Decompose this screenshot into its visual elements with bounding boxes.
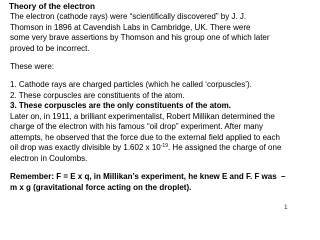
slide-title: Theory of the electron xyxy=(9,2,95,11)
intro-line-4: proved to be incorrect. xyxy=(10,43,90,53)
intro-line-1: The electron (cathode rays) were “scientifically discovered” by J. J. xyxy=(10,12,247,21)
millikan-line-5: electron in Coulombs. xyxy=(10,153,88,163)
remember-dash: – xyxy=(281,172,286,181)
page-number: 1 xyxy=(284,204,288,211)
millikan-line-2: charge of the electron with his famous “oil drop” experiment. After many xyxy=(10,122,264,131)
these-were-label: These were: xyxy=(10,62,55,71)
intro-line-3: some very brave assertions by Thomson and his group one of which later xyxy=(10,33,270,42)
point-2: 2. These corpuscles are constituents of the atom. xyxy=(10,90,185,100)
millikan-line-1: Later on, in 1911, a brilliant experimentalist, Robert Millikan determined the xyxy=(10,111,275,121)
remember-line-2: m x g (gravitational force acting on the droplet). xyxy=(10,182,192,192)
millikan-line-4-tail: . He assigned the charge of one xyxy=(167,143,282,152)
remember-line-1: Remember: F = E x q, in Millikan’s experiment, he knew E and F. F was xyxy=(10,172,277,181)
intro-line-2: Thomson in 1896 at Cavendish Labs in Cambridge, UK. There were xyxy=(10,22,251,32)
millikan-line-4 xyxy=(10,143,281,153)
exponent: -19 xyxy=(160,143,168,149)
point-3: 3. These corpuscles are the only constituents of the atom. xyxy=(10,101,231,110)
millikan-line-3: attempts, he observed that the force due to the external field applied to each xyxy=(10,132,280,142)
millikan-line-4-text: oil drop was exactly divisible by 1.602 x 10 xyxy=(10,143,161,152)
point-1: 1. Cathode rays are charged particles (which he called ‘corpuscles’). xyxy=(10,80,252,89)
